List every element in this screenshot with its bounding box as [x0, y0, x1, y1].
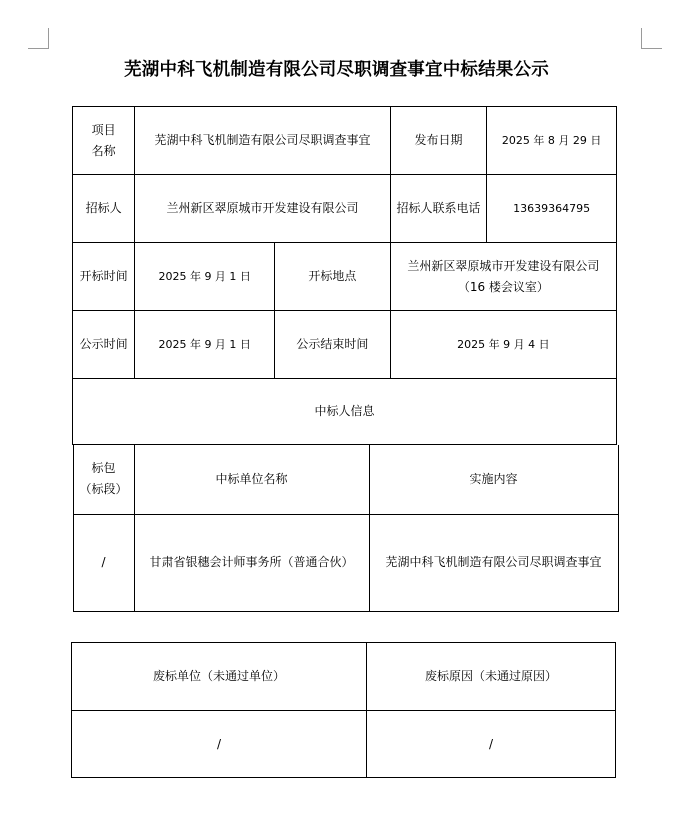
publish-date-label: 发布日期 — [390, 107, 487, 175]
label-line: 项目 — [91, 122, 116, 137]
header-line: （标段） — [79, 482, 128, 497]
page-corner-mark-top-left — [28, 28, 49, 49]
publicity-end-label: 公示结束时间 — [275, 311, 391, 379]
rejected-bids-table — [71, 642, 616, 778]
winner-section-title: 中标人信息 — [73, 379, 617, 445]
table-row — [73, 107, 617, 175]
opening-place-line: 兰州新区翠原城市开发建设有限公司 — [407, 258, 600, 273]
bid-info-table — [72, 106, 617, 612]
opening-time-value: 2025 年 9 月 1 日 — [135, 243, 275, 311]
table-row — [72, 711, 616, 778]
document-title: 芜湖中科飞机制造有限公司尽职调查事宜中标结果公示 — [124, 60, 549, 80]
opening-place-label: 开标地点 — [275, 243, 391, 311]
table-row — [73, 379, 617, 445]
publicity-end-value: 2025 年 9 月 4 日 — [390, 311, 616, 379]
table-row — [73, 175, 617, 243]
content-header: 实施内容 — [369, 445, 618, 514]
page-corner-mark-top-right — [641, 28, 662, 49]
tenderer-value: 兰州新区翠原城市开发建设有限公司 — [135, 175, 390, 243]
project-name-label — [73, 107, 135, 175]
content-value: 芜湖中科飞机制造有限公司尽职调查事宜 — [369, 514, 618, 611]
project-name-value: 芜湖中科飞机制造有限公司尽职调查事宜 — [135, 107, 390, 175]
table-row — [73, 445, 618, 514]
header-line: 标包 — [91, 461, 116, 476]
rejected-reason-value: / — [367, 711, 616, 778]
publicity-time-value: 2025 年 9 月 1 日 — [135, 311, 275, 379]
tenderer-phone-value: 13639364795 — [487, 175, 617, 243]
table-row — [73, 243, 617, 311]
rejected-unit-value: / — [72, 711, 367, 778]
unit-name-value: 甘肃省银穗会计师事务所（普通合伙） — [134, 514, 369, 611]
opening-place-value — [390, 243, 616, 311]
label-line: 名称 — [91, 143, 116, 158]
opening-place-line: （16 楼会议室） — [457, 279, 549, 294]
unit-name-header: 中标单位名称 — [134, 445, 369, 514]
table-row — [73, 311, 617, 379]
winner-subtable-cell — [73, 445, 617, 612]
lot-value: / — [73, 514, 134, 611]
lot-header — [73, 445, 134, 514]
rejected-reason-header: 废标原因（未通过原因） — [367, 643, 616, 711]
table-row — [73, 445, 617, 612]
table-row — [73, 514, 618, 611]
rejected-unit-header: 废标单位（未通过单位） — [72, 643, 367, 711]
table-row — [72, 643, 616, 711]
publicity-time-label: 公示时间 — [73, 311, 135, 379]
publish-date-value: 2025 年 8 月 29 日 — [487, 107, 617, 175]
opening-time-label: 开标时间 — [73, 243, 135, 311]
tenderer-label: 招标人 — [73, 175, 135, 243]
tenderer-phone-label: 招标人联系电话 — [390, 175, 487, 243]
winner-header-table — [73, 445, 619, 612]
